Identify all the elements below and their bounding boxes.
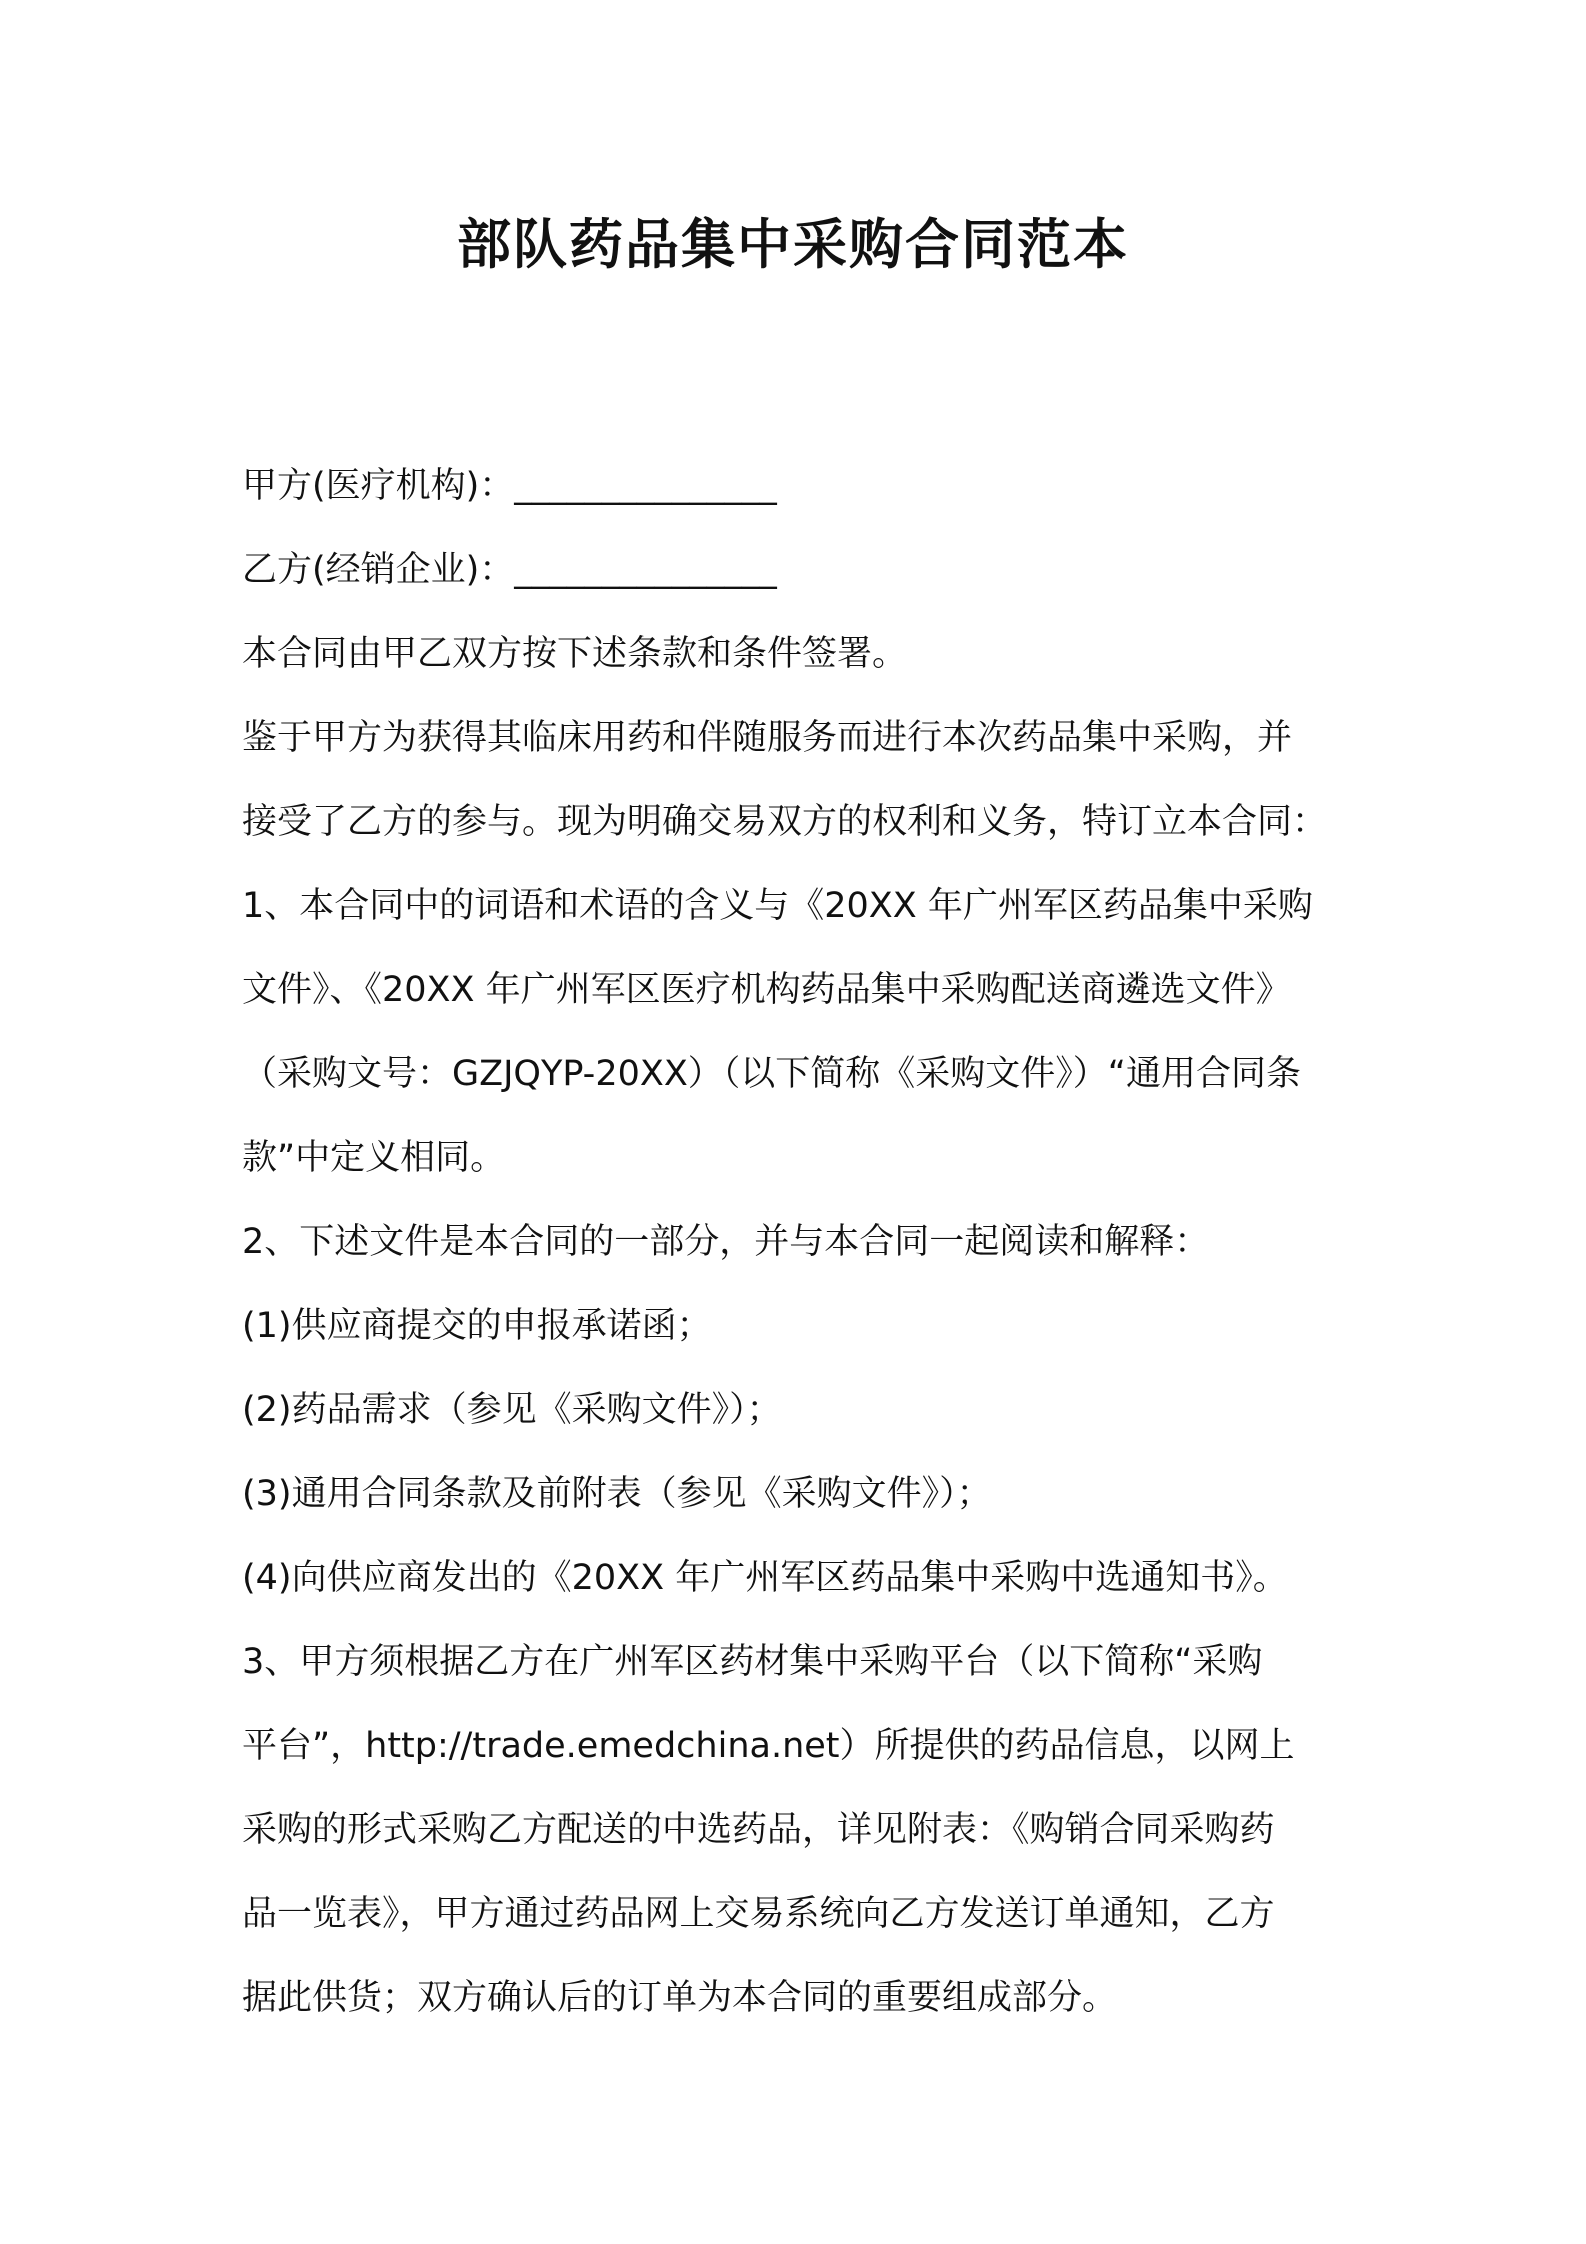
list-item-line: (4)向供应商发出的《20XX 年广州军区药品集中采购中选通知书》。 (242, 1558, 1288, 1598)
clause-1-line: 1、本合同中的词语和术语的含义与《20XX 年广州军区药品集中采购 (242, 886, 1313, 926)
intro-line: 本合同由甲乙双方按下述条款和条件签署。 (242, 634, 908, 674)
clause-1-line: 款”中定义相同。 (242, 1138, 506, 1178)
document-body (242, 444, 1372, 2040)
clause-1-line: 文件》、《20XX 年广州军区医疗机构药品集中采购配送商遴选文件》 (242, 970, 1291, 1010)
clause-3-line: 平台”，http://trade.emedchina.net）所提供的药品信息，以网上 (242, 1726, 1295, 1766)
paragraph-line: 鉴于甲方为获得其临床用药和伴随服务而进行本次药品集中采购，并 (242, 718, 1293, 758)
clause-2-line: 2、下述文件是本合同的一部分，并与本合同一起阅读和解释： (242, 1222, 1210, 1262)
document-title: 部队药品集中采购合同范本 (457, 213, 1129, 276)
list-item-line: (2)药品需求（参见《采购文件》）； (242, 1390, 782, 1430)
party-a-line: 甲方(医疗机构)：_______________ (242, 466, 777, 506)
clause-1-line: （采购文号：GZJQYP-20XX）（以下简称《采购文件》）“通用合同条 (242, 1054, 1301, 1094)
clause-3-line: 采购的形式采购乙方配送的中选药品，详见附表：《购销合同采购药 (242, 1810, 1275, 1850)
clause-3-line: 品一览表》，甲方通过药品网上交易系统向乙方发送订单通知，乙方 (242, 1894, 1275, 1934)
clause-3-line: 3、甲方须根据乙方在广州军区药材集中采购平台（以下简称“采购 (242, 1642, 1263, 1682)
paragraph-line: 接受了乙方的参与。现为明确交易双方的权利和义务，特订立本合同： (242, 802, 1328, 842)
clause-3-line: 据此供货；双方确认后的订单为本合同的重要组成部分。 (242, 1978, 1118, 2018)
party-b-line: 乙方(经销企业)：_______________ (242, 550, 777, 590)
list-item-line: (1)供应商提交的申报承诺函； (242, 1306, 712, 1346)
list-item-line: (3)通用合同条款及前附表（参见《采购文件》）； (242, 1474, 992, 1514)
